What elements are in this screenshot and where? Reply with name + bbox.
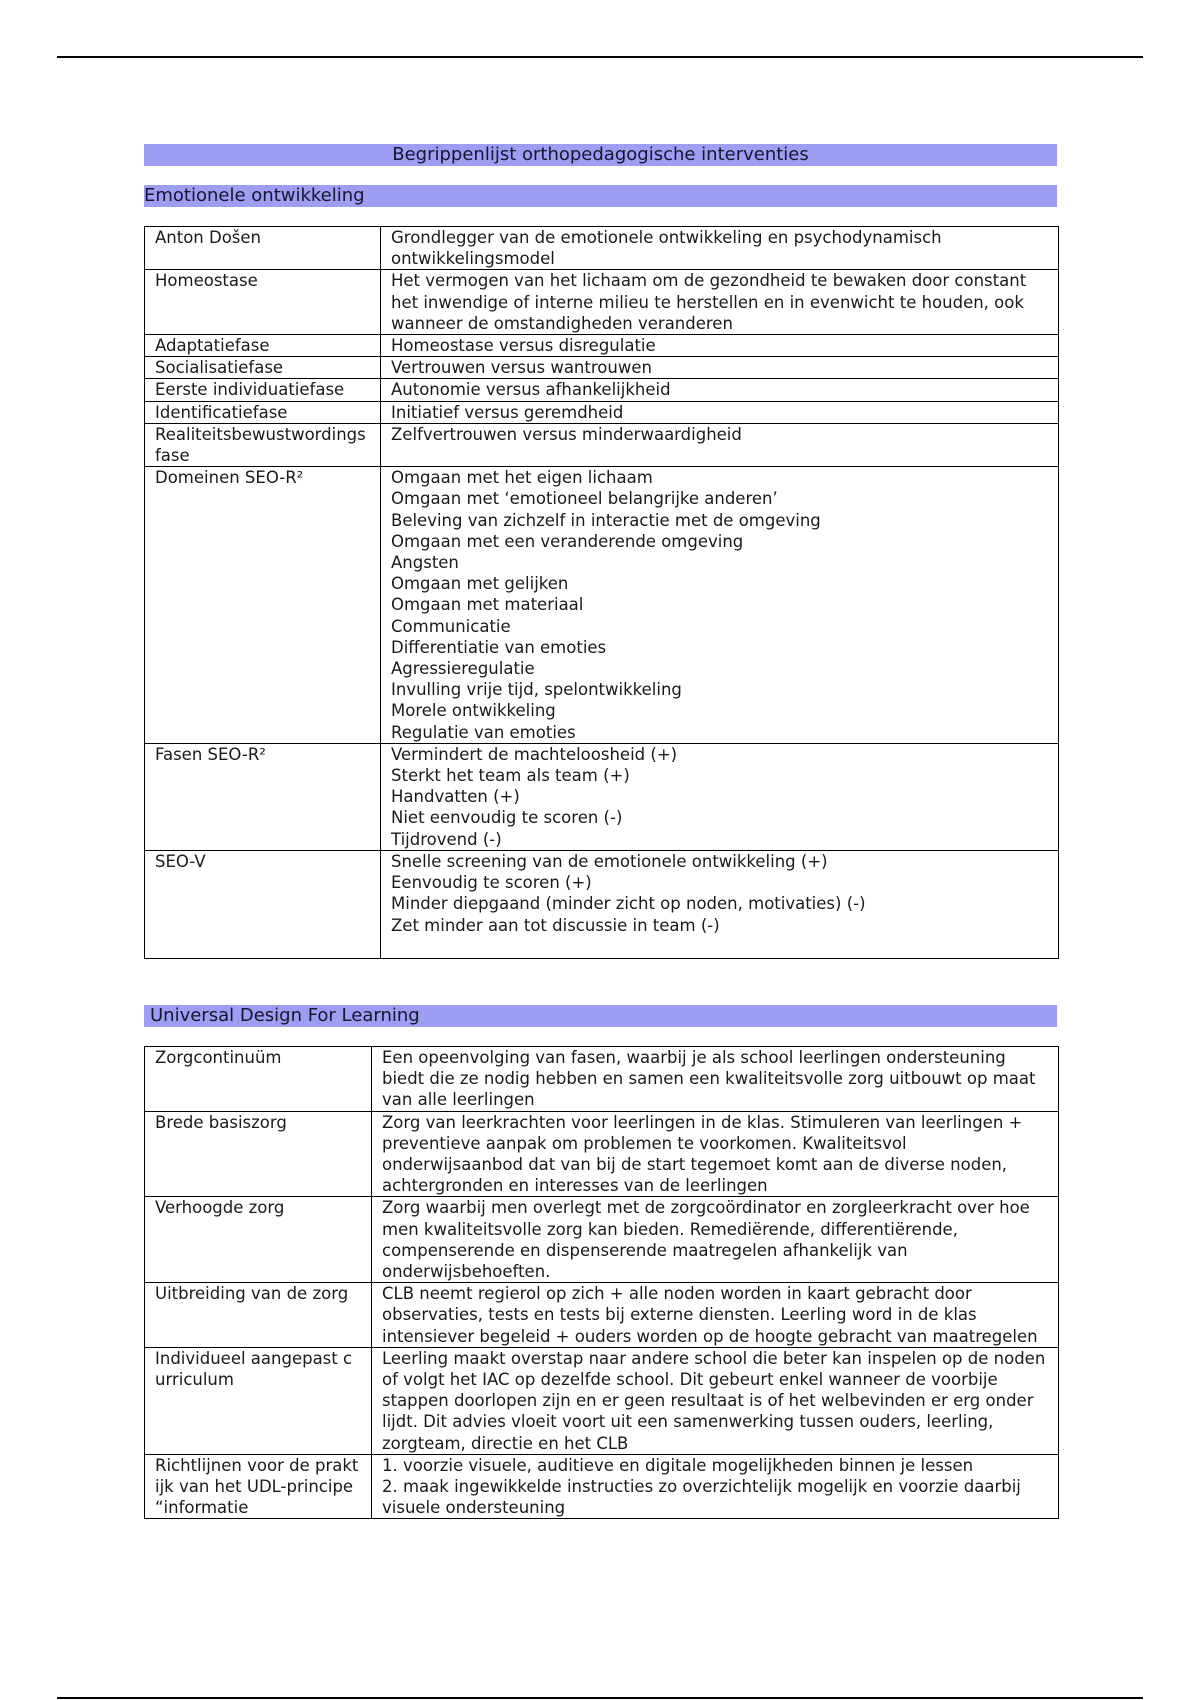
definition-line: Agressieregulatie — [391, 659, 535, 679]
term-cell: Eerste individuatiefase — [145, 379, 381, 401]
term-cell: Anton Došen — [145, 227, 381, 270]
definition-line: Omgaan met het eigen lichaam — [391, 468, 653, 488]
table-row — [145, 227, 1059, 270]
definition-cell — [381, 850, 1059, 958]
definition-text: Zelfvertrouwen versus minderwaardigheid — [391, 424, 742, 444]
term-cell: Homeostase — [145, 270, 381, 335]
table-row — [145, 1347, 1059, 1454]
definition-text: CLB neemt regierol op zich + alle noden worden in kaart gebracht door observaties, tests en tests bij externe diensten. Leerling word in de klas intensiever begeleid + ouders worden op de hoogte gebracht van maatregelen — [382, 1284, 1038, 1346]
term-cell: Realiteitsbewustwordingsfase — [145, 423, 381, 466]
definition-text: Vertrouwen versus wantrouwen — [391, 358, 652, 378]
table-row — [145, 850, 1059, 958]
definition-cell — [372, 1283, 1059, 1348]
glossary-table-emotionele-ontwikkeling — [144, 226, 1059, 959]
definition-line: Omgaan met een veranderende omgeving — [391, 531, 744, 551]
table-row — [145, 1111, 1059, 1197]
page-title: Begrippenlijst orthopedagogische interventies — [144, 144, 1057, 166]
definition-cell — [381, 467, 1059, 744]
definition-cell — [381, 227, 1059, 270]
definition-text: Een opeenvolging van fasen, waarbij je als school leerlingen ondersteuning biedt die ze nodig hebben en samen een kwaliteitsvolle zorg uitbouwt op maat van alle leerlingen — [382, 1048, 1036, 1110]
term-cell: Identificatiefase — [145, 401, 381, 423]
term-cell: Richtlijnen voor de praktijk van het UDL-principe “informatie — [145, 1454, 372, 1519]
table-row — [145, 1047, 1059, 1112]
term-cell: Verhoogde zorg — [145, 1197, 372, 1283]
header-rule — [57, 56, 1143, 58]
table-row — [145, 270, 1059, 335]
term-cell: Domeinen SEO-R² — [145, 467, 381, 744]
definition-line: 1. voorzie visuele, auditieve en digitale mogelijkheden binnen je lessen — [382, 1455, 974, 1475]
definition-line: Eenvoudig te scoren (+) — [391, 873, 592, 893]
definition-line: Morele ontwikkeling — [391, 701, 556, 721]
definition-line: Omgaan met materiaal — [391, 595, 584, 615]
table-row — [145, 379, 1059, 401]
term-cell: Fasen SEO-R² — [145, 743, 381, 850]
table-row — [145, 401, 1059, 423]
term-cell: Zorgcontinuüm — [145, 1047, 372, 1112]
table-row — [145, 1454, 1059, 1519]
definition-cell — [381, 357, 1059, 379]
table-row — [145, 467, 1059, 744]
definition-cell — [372, 1454, 1059, 1519]
term-cell: Socialisatiefase — [145, 357, 381, 379]
definition-cell — [372, 1047, 1059, 1112]
table-row — [145, 423, 1059, 466]
definition-line: Communicatie — [391, 616, 511, 636]
section-heading-universal-design-for-learning: Universal Design For Learning — [144, 1005, 1057, 1027]
definition-line: 2. maak ingewikkelde instructies zo overzichtelijk mogelijk en voorzie daarbij visuele ondersteuning — [382, 1477, 1021, 1518]
table-row — [145, 1283, 1059, 1348]
definition-line: Vermindert de machteloosheid (+) — [391, 744, 678, 764]
definition-text: Het vermogen van het lichaam om de gezondheid te bewaken door constant het inwendige of interne milieu te herstellen en in evenwicht te houden, ook wanneer de omstandigheden veranderen — [391, 271, 1027, 333]
definition-line: Sterkt het team als team (+) — [391, 766, 630, 786]
footer-rule — [57, 1697, 1143, 1699]
definition-line: Angsten — [391, 553, 459, 573]
glossary-table-universal-design-for-learning — [144, 1046, 1059, 1519]
definition-text: Zorg waarbij men overlegt met de zorgcoördinator en zorgleerkracht over hoe men kwaliteitsvolle zorg kan bieden. Remediërende, differentiërende, compenserende en dispenserende maatregelen afhankelijk van onderwijsbehoeften. — [382, 1198, 1030, 1282]
definition-line: Zet minder aan tot discussie in team (-) — [391, 915, 720, 935]
definition-line: Handvatten (+) — [391, 787, 520, 807]
definition-cell — [381, 335, 1059, 357]
table-row — [145, 743, 1059, 850]
definition-cell — [381, 423, 1059, 466]
definition-line: Tijdrovend (-) — [391, 829, 502, 849]
definition-line: Regulatie van emoties — [391, 722, 576, 742]
term-cell: Adaptatiefase — [145, 335, 381, 357]
term-cell: SEO-V — [145, 850, 381, 958]
definition-cell — [372, 1347, 1059, 1454]
definition-cell — [372, 1197, 1059, 1283]
section-heading-emotionele-ontwikkeling: Emotionele ontwikkeling — [144, 185, 1057, 207]
table-row — [145, 357, 1059, 379]
table-row — [145, 1197, 1059, 1283]
definition-cell — [381, 401, 1059, 423]
definition-cell — [381, 270, 1059, 335]
definition-cell — [372, 1111, 1059, 1197]
term-cell: Uitbreiding van de zorg — [145, 1283, 372, 1348]
definition-line: Minder diepgaand (minder zicht op noden, motivaties) (-) — [391, 894, 866, 914]
definition-line: Snelle screening van de emotionele ontwikkeling (+) — [391, 851, 828, 871]
definition-cell — [381, 379, 1059, 401]
definition-line: Differentiatie van emoties — [391, 637, 607, 657]
definition-line: Beleving van zichzelf in interactie met de omgeving — [391, 510, 821, 530]
definition-text: Grondlegger van de emotionele ontwikkeling en psychodynamisch ontwikkelingsmodel — [391, 228, 942, 269]
definition-line: Omgaan met ‘emotioneel belangrijke anderen’ — [391, 489, 778, 509]
term-cell: Individueel aangepast curriculum — [145, 1347, 372, 1454]
definition-text: Initiatief versus geremdheid — [391, 402, 624, 422]
table-row — [145, 335, 1059, 357]
definition-line: Omgaan met gelijken — [391, 574, 569, 594]
definition-cell — [381, 743, 1059, 850]
definition-text: Homeostase versus disregulatie — [391, 336, 656, 356]
term-cell: Brede basiszorg — [145, 1111, 372, 1197]
definition-text: Leerling maakt overstap naar andere school die beter kan inspelen op de noden of volgt het IAC op dezelfde school. Dit gebeurt enkel wanneer de voorbije stappen doorlopen zijn en er geen resultaat is of het welbevinden er erg onder lijdt. Dit advies vloeit voort uit een samenwerking tussen ouders, leerling, zorgteam, directie en het CLB — [382, 1348, 1046, 1453]
definition-text: Autonomie versus afhankelijkheid — [391, 380, 671, 400]
definition-line: Niet eenvoudig te scoren (-) — [391, 808, 623, 828]
definition-text: Zorg van leerkrachten voor leerlingen in de klas. Stimuleren van leerlingen + preventieve aanpak om problemen te voorkomen. Kwaliteitsvol onderwijsaanbod dat van bij de start tegemoet komt aan de diverse noden, achtergronden en interesses van de leerlingen — [382, 1112, 1023, 1196]
definition-line: Invulling vrije tijd, spelontwikkeling — [391, 680, 682, 700]
